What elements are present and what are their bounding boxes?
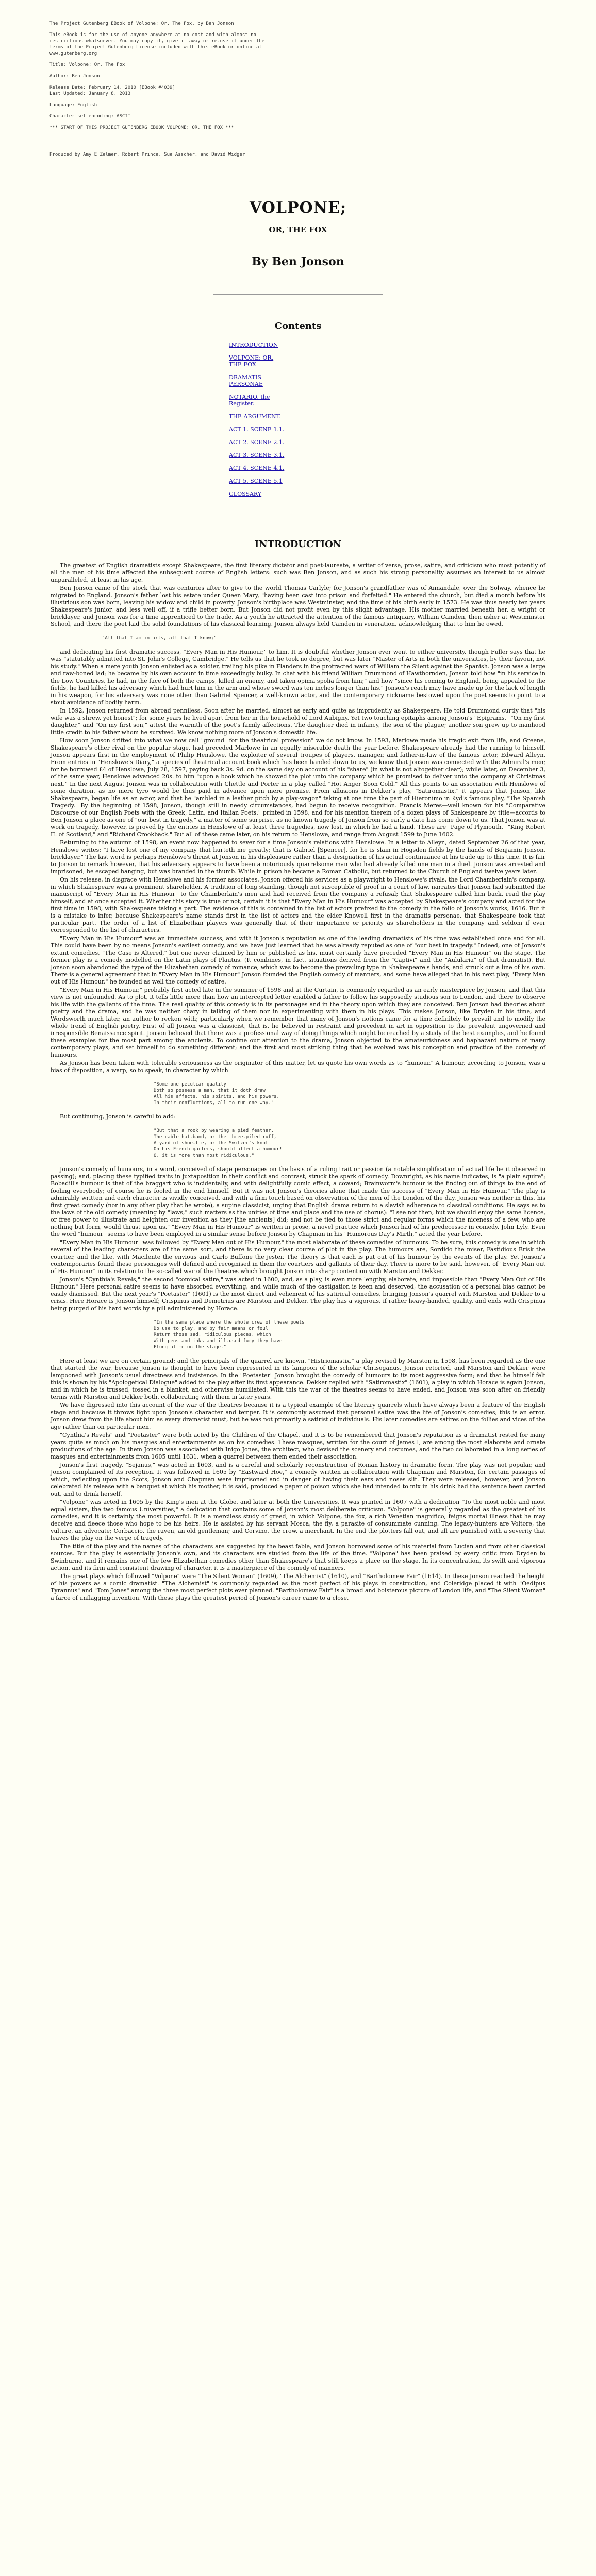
header-start-line: *** START OF THIS PROJECT GUTENBERG EBOOK VOLPONE; OR, THE FOX *** [49, 125, 234, 130]
toc-link-notario[interactable]: NOTARIO, the Register. [229, 394, 270, 407]
paragraph: Jonson's first tragedy, "Sejanus," was acted in 1603, and is a careful and scholarly reconstruction of Roman history in dramatic form. The play was not popular, and Jonson complained of its reception. It was followed in 1605 by "Eastward Hoe," a comedy written in collaboration with Chapman and Marston, for certain passages of which, reflecting upon the Scots, Jonson and Chapman were imprisoned and in danger of having their ears and noses slit. They were released, however, and Jonson celebrated his release with a banquet at which his mother, it is said, produced a paper of poison which she had intended to mix in his drink had the sentence been carried out, and to drink herself. [51, 1462, 545, 1497]
header-author-line: Author: Ben Jonson [49, 74, 100, 79]
toc-link-glossary[interactable]: GLOSSARY [229, 490, 262, 497]
paragraph: "Volpone" was acted in 1605 by the King's men at the Globe, and later at both the Universities. It was printed in 1607 with a dedication "To the most noble and most equal sisters, the two famous Universities," a dedication that contains some of Jonson's most deliberate criticism. "Volpone" is generally regarded as the greatest of his comedies, and it is certainly the most powerful. It is a merciless study of greed, in which Volpone, the fox, a rich Venetian magnifico, feigns mortal illness that he may deceive and fleece those who hope to be his heirs. He is assisted by his servant Mosca, the fly, a parasite of consummate cunning. The legacy-hunters are Voltore, the vulture, an advocate; Corbaccio, the raven, an old gentleman; and Corvino, the crow, a merchant. In the end the plotters fall out, and all are punished with a severity that leaves the play on the verge of tragedy. [51, 1499, 545, 1541]
toc-link-act-3[interactable]: ACT 3. SCENE 3.1. [229, 452, 285, 459]
divider [213, 294, 383, 295]
toc-link-act-5[interactable]: ACT 5. SCENE 5.1 [229, 478, 283, 484]
paragraph: But continuing, Jonson is careful to add: [60, 1113, 176, 1120]
header-language-line: Language: English [49, 103, 97, 108]
sub-title: OR, THE FOX [269, 225, 327, 234]
paragraph: and dedicating his first dramatic success, "Every Man in His Humour," to him. It is doubtful whether Jonson ever went to either university, though Fuller says that he was "statutably admitted into St. John's College, Cambridge." He tells us that he took no degree, but was later "Master of Arts in both the universities, by their favour, not his study." When a mere youth Jonson enlisted as a soldier, trailing his pike in Flanders in the protracted wars of William the Silent against the Spanish. Jonson was a large and raw-boned lad; he became by his own account in time exceedingly bulky. In chat with his friend William Drummond of Hawthornden, Jonson told how "in his service in the Low Countries, he had, in the face of both the camps, killed an enemy, and taken opima spolia from him;" and how "since his coming to England, being appealed to the fields, he had killed his adversary which had hurt him in the arm and whose sword was ten inches longer than his." Jonson's reach may have made up for the lack of length in his weapon, for his adversary was none other than Gabriel Spencer, a well-known actor, and the contemporary nickname bestowed upon the poet seems to point to a stout avoidance of bodily harm. [51, 649, 545, 706]
paragraph: The title of the play and the names of the characters are suggested by the beast fable, and Jonson borrowed some of his material from Lucian and from other classical sources. But the play is essentially Jonson's own, and its characters are studied from the life of the time. "Volpone" has been praised by every critic from Dryden to Swinburne, and it remains one of the few Elizabethan comedies other than Shakespeare's that still keeps a place on the stage. In its concentration, its swift and vigorous action, and its firm and consistent drawing of character, it is a masterpiece of the comedy of manners. [51, 1543, 545, 1571]
paragraph: Jonson's comedy of humours, in a word, conceived of stage personages on the basis of a ruling trait or passion (a notable simplification of actual life be it observed in passing); and, placing these typified traits in juxtaposition in their conflict and contrast, struck the spark of comedy. Downright, as his name indicates, is "a plain squire"; Bobadill's humour is that of the braggart who is incidentally, and with delightfully comic effect, a coward; Brainworm's humour is the finding out of things to the end of fooling everybody; of course he is fooled in the end himself. But it was not Jonson's theories alone that made the success of "Every Man in His Humour." The play is admirably written and each character is vividly conceived, and with a firm touch based on observation of the men of the London of the day. Jonson was neither in this, his first great comedy (nor in any other play that he wrote), a supine classicist, urging that English drama return to a slavish adherence to classical conditions. He says as to the laws of the old comedy (meaning by "laws," such matters as the unities of time and place and the use of chorus): "I see not then, but we should enjoy the same licence, or free power to illustrate and heighten our invention as they [the ancients] did; and not be tied to those strict and regular forms which the niceness of a few, who are nothing but form, would thrust upon us." "Every Man in His Humour" is written in prose, a novel practice which Jonson had of his predecessor in comedy, John Lyly. Even the word "humour" seems to have been employed in a similar sense before Jonson by Chapman in his "Humorous Day's Mirth," acted the year before. [51, 1166, 545, 1238]
toc-list [229, 342, 286, 497]
header-encoding-line: Character set encoding: ASCII [49, 114, 131, 119]
paragraph: "Every Man in His Humour," probably first acted late in the summer of 1598 and at the Curtain, is commonly regarded as an early masterpiece by Jonson, and that this view is not unfounded. As to plot, it tells little more than how an intercepted letter enabled a father to follow his supposedly studious son to London, and there to observe his life with the gallants of the time. The real quality of this comedy is in its personages and in the theory upon which they are conceived. Ben Jonson had theories about poetry and the drama, and he was neither chary in talking of them nor in experimenting with them in his plays. This makes Jonson, like Dryden in his time, and Wordsworth much later, an author to reckon with; particularly when we remember that many of Jonson's notions came for a time definitely to prevail and to modify the whole trend of English poetry. First of all Jonson was a classicist, that is, he believed in restraint and precedent in art in opposition to the prevalent ungoverned and irresponsible Renaissance spirit. Jonson believed that there was a professional way of doing things which might be reached by a study of the best examples, and he found these examples for the most part among the ancients. To confine our attention to the drama, Jonson objected to the amateurishness and haphazard nature of many contemporary plays, and set himself to do something different; and the first and most striking thing that he evolved was his conception and practice of the comedy of humours. [51, 987, 545, 1058]
header-updated-line: Last Updated: January 8, 2013 [49, 91, 131, 96]
paragraph: "Every Man in His Humour" was an immediate success, and with it Jonson's reputation as one of the leading dramatists of his time was established once and for all. This could have been by no means Jonson's earliest comedy, and we have just learned that he was already reputed as one of "our best in tragedy." Indeed, one of Jonson's extant comedies, "The Case is Altered," but one never claimed by him or published as his, must certainly have preceded "Every Man in His Humour" on the stage. The former play is a comedy modelled on the Latin plays of Plautus. (It combines, in fact, situations derived from the "Captivi" and the "Aulularia" of that dramatist). But Jonson soon abandoned the type of the Elizabethan comedy of romance, which was to become the prevailing type in Shakespeare's hands, and struck out a line of his own. There is a general agreement that in "Every Man in His Humour" Jonson founded the English comedy of manners, and some have alleged that in his next play, "Every Man out of His Humour," he founded as well the comedy of satire. [51, 935, 545, 985]
paragraph: We have digressed into this account of the war of the theatres because it is a typical example of the literary quarrels which have always been a feature of the English stage and because it throws light upon Jonson's character and temper. It is commonly assumed that personal satire was the life of Jonson's comedies; this is an error. Jonson drew from the life about him as every dramatist must, but he was not primarily a satirist of individuals. His later comedies are satires on the follies and vices of the age rather than on particular men. [51, 1402, 545, 1430]
paragraph: How soon Jonson drifted into what we now call "ground" for the theatrical profession" we do not know. In 1593, Marlowe made his tragic exit from life, and Greene, Shakespeare's other rival on the popular stage, had preceded Marlowe in an equally miserable death the year before. Shakespeare already had the running to himself. Jonson appears first in the employment of Philip Henslowe, the exploiter of several troupes of players, manager, and father-in-law of the famous actor, Edward Alleyn. From entries in "Henslowe's Diary," a species of theatrical account book which has been handed down to us, we know that Jonson was connected with the Admiral's men; for he borrowed £4 of Henslowe, July 28, 1597, paying back 3s. 9d. on the same day on account of his "share" (in what is not altogether clear); while later, on December 3, of the same year, Henslowe advanced 20s. to him "upon a book which he showed the plot unto the company which he promised to deliver unto the company at Christmas next." In the next August Jonson was in collaboration with Chettle and Porter in a play called "Hot Anger Soon Cold." All this points to an association with Henslowe of some duration, as no mere tyro would be thus paid in advance upon mere promise. From allusions in Dekker's play, "Satiromastix," it appears that Jonson, like Shakespeare, began life as an actor, and that he "ambled in a leather pitch by a play-wagon" taking at one time the part of Hieronimo in Kyd's famous play, "The Spanish Tragedy." By the beginning of 1598, Jonson, though still in needy circumstances, had begun to receive recognition. Francis Meres—well known for his "Comparative Discourse of our English Poets with the Greek, Latin, and Italian Poets," printed in 1598, and for his mention therein of a dozen plays of Shakespeare by title—accords to Ben Jonson a place as one of "our best in tragedy," a matter of some surprise, as no known tragedy of Jonson from so early a date has come down to us. That Jonson was at work on tragedy, however, is proved by the entries in Henslowe of at least three tragedies, now lost, in which he had a hand. These are "Page of Plymouth," "King Robert II. of Scotland," and "Richard Crookback." But all of these came later, on his return to Henslowe, and range from August 1599 to June 1602. [51, 737, 545, 838]
header-license: This eBook is for the use of anyone anywhere at no cost and with almost no restrictions whatsoever. You may copy it, give it away or re-use it under the terms of the Project Gutenberg License included with this eBook or online at www.gutenberg.org [49, 32, 265, 56]
contents-heading: Contents [274, 320, 322, 331]
table-of-contents [0, 320, 596, 497]
toc-link-volpone[interactable]: VOLPONE; OR, THE FOX [229, 354, 274, 368]
header-line: The Project Gutenberg EBook of Volpone; Or, The Fox, by Ben Jonson [49, 21, 234, 26]
paragraph: Ben Jonson came of the stock that was centuries after to give to the world Thomas Carlyle; for Jonson's grandfather was of Annandale, over the Solway, whence he migrated to England. Jonson's father lost his estate under Queen Mary, "having been cast into prison and forfeited." He entered the church, but died a month before his illustrious son was born, leaving his widow and child in poverty. Jonson's birthplace was Westminster, and the time of his birth early in 1573. He was thus nearly ten years Shakespeare's junior, and less well off, if a trifle better born. But Jonson did not profit even by this slight advantage. His mother married beneath her, a wright or bricklayer, and Jonson was for a time apprenticed to the trade. As a youth he attracted the attention of the famous antiquary, William Camden, then usher at Westminster School, and there the poet laid the solid foundations of his classical learning. Jonson always held Camden in veneration, acknowledging that to him he owed, [51, 585, 545, 628]
paragraph: The great plays which followed "Volpone" were "The Silent Woman" (1609), "The Alchemist" (1610), and "Bartholomew Fair" (1614). In these Jonson reached the height of his powers as a comic dramatist. "The Alchemist" is commonly regarded as the most perfect of his plays in construction, and Coleridge placed it with "Oedipus Tyrannus" and "Tom Jones" among the three most perfect plots ever planned. "Bartholomew Fair" is a broad and boisterous picture of London life, and "The Silent Woman" a farce of unflagging invention. With these plays the greatest period of Jonson's career came to a close. [51, 1573, 545, 1601]
toc-link-act-2[interactable]: ACT 2. SCENE 2.1. [229, 439, 285, 446]
paragraph: As Jonson has been taken with tolerable seriousness as the originator of this matter, let us quote his own words as to "humour." A humour, according to Jonson, was a bias of disposition, a warp, so to speak, in character by which [51, 1060, 545, 1074]
block-quote: "All that I am in arts, all that I know;" [102, 636, 217, 641]
paragraph: Here at least we are on certain ground; and the principals of the quarrel are known. "Histriomastix," a play revised by Marston in 1598, has been regarded as the one that started the war, because Jonson is thought to have been represented in its lampoon of the scholar Chrisoganus. Jonson retorted, and Marston and Dekker were lampooned with Jonson's usual directness and insistence. In the "Poetaster" Jonson brought the comedy of humours to its most aggressive form; and that he himself felt this is shown by his "Apologetical Dialogue" added to the play after its first appearance. Dekker replied with "Satiromastix" (1601), a play in which Horace is again Jonson, and in which he is trussed, tossed in a blanket, and otherwise humiliated. With this the war of the theatres seems to have ended, and Jonson was soon after on friendly terms with Marston and Dekker both, collaborating with them in later years. [51, 1358, 545, 1400]
toc-link-introduction[interactable]: INTRODUCTION [229, 342, 278, 348]
header-produced-line: Produced by Amy E Zelmer, Robert Prince, Sue Asscher, and David Widger [49, 152, 245, 157]
paragraph: In 1592, Jonson returned from abroad penniless. Soon after he married, almost as early and quite as imprudently as Shakespeare. He told Drummond curtly that "his wife was a shrew, yet honest"; for some years he lived apart from her in the household of Lord Aubigny. Yet two touching epitaphs among Jonson's "Epigrams," "On my first daughter," and "On my first son," attest the warmth of the poet's family affections. The daughter died in infancy, the son of the plague; another son grew up to manhood little credit to his father whom he survived. We know nothing more of Jonson's domestic life. [51, 707, 546, 736]
paragraph: The greatest of English dramatists except Shakespeare, the first literary dictator and poet-laureate, a writer of verse, prose, satire, and criticism who most potently of all the men of his time affected the subsequent course of English letters: such was Ben Jonson, and as such his strong personality assumes an interest to us almost unparalleled, at least in his age. [51, 562, 545, 583]
paragraph: Returning to the autumn of 1598, an event now happened to sever for a time Jonson's relations with Henslowe. In a letter to Alleyn, dated September 26 of that year, Henslowe writes: "I have lost one of my company that hurteth me greatly; that is Gabriel [Spencer], for he is slain in Hogsden fields by the hands of Benjamin Jonson, bricklayer." The last word is perhaps Henslowe's thrust at Jonson in his displeasure rather than a designation of his actual continuance at his trade up to this time. It is fair to Jonson to remark however, that his adversary appears to have been a notoriously quarrelsome man who had already killed one man in a duel. Jonson was arrested and imprisoned; he escaped hanging, but was branded in the thumb. While in prison he became a Roman Catholic, but returned to the Church of England twelve years later. [51, 839, 545, 875]
header-release-line: Release Date: February 14, 2010 [EBook #4039] [49, 85, 175, 90]
author-name: By Ben Jonson [252, 255, 344, 268]
introduction-body [51, 562, 545, 1602]
paragraph: Jonson's "Cynthia's Revels," the second "comical satire," was acted in 1600, and, as a play, is even more lengthy, elaborate, and impossible than "Every Man Out of His Humour." Here personal satire seems to have absorbed everything, and while much of the castigation is keen and deserved, the accusation of a personal bias cannot be easily dismissed. But the next year's "Poetaster" (1601) is the most direct and vehement of his satirical comedies, bringing Jonson's quarrel with Marston and Dekker to a crisis. Here Horace is Jonson himself; Crispinus and Demetrius are Marston and Dekker. The play has a vigorous, if rather heavy-handed, quality, and ends with Crispinus being purged of his hard words by a pill administered by Horace. [51, 1276, 545, 1312]
toc-link-act-4[interactable]: ACT 4. SCENE 4.1. [229, 465, 285, 471]
header-title-line: Title: Volpone; Or, The Fox [49, 62, 125, 67]
block-quote: "Some one peculiar quality Doth so possess a man, that it doth draw All his affects, his spirits, and his powers, In their confluctions, all to run one way." [154, 1082, 279, 1106]
toc-link-argument[interactable]: THE ARGUMENT. [229, 413, 281, 420]
toc-link-act-1[interactable]: ACT 1. SCENE 1.1. [229, 426, 285, 433]
paragraph: On his release, in disgrace with Henslowe and his former associates, Jonson offered his services as a playwright to Henslowe's rivals, the Lord Chamberlain's company, in which Shakespeare was a prominent shareholder. A tradition of long standing, though not susceptible of proof in a court of law, narrates that Jonson had submitted the manuscript of "Every Man in His Humour" to the Chamberlain's men and had received from the company a refusal; that Shakespeare called him back, read the play himself, and at once accepted it. Whether this story is true or not, certain it is that "Every Man in His Humour" was accepted by Shakespeare's company and acted for the first time in 1598, with Shakespeare taking a part. The evidence of this is contained in the list of actors prefixed to the comedy in the folio of Jonson's works, 1616. But it is a mistake to infer, because Shakespeare's name stands first in the list of actors and the elder Knowell first in the dramatis personae, that Shakespeare took that particular part. The order of a list of Elizabethan players was generally that of their importance or priority as shareholders in the company and seldom if ever corresponded to the list of characters. [51, 876, 545, 934]
block-quote: "But that a rook by wearing a pied feather, The cable hat-band, or the three-piled ruff, A yard of shoe-tie, or the Switzer's knot On his French garters, should affect a humour! O, it is more than most ridiculous." [154, 1128, 283, 1158]
gutenberg-header [0, 0, 596, 158]
title-block [0, 199, 596, 268]
main-title: VOLPONE; [249, 199, 347, 217]
paragraph: "Cynthia's Revels" and "Poetaster" were both acted by the Children of the Chapel, and it is to be remembered that Jonson's reputation as a dramatist rested for many years quite as much on his masques and entertainments as on his comedies. These masques, written for the court of James I, are among the most elaborate and ornate productions of the age. In them Jonson was associated with Inigo Jones, the architect, who devised the scenery and costumes, and the two collaborated in a long series of masques and entertainments from 1605 until 1631, when a quarrel between them ended their association. [51, 1432, 545, 1460]
paragraph: "Every Man in His Humour" was followed by "Every Man out of His Humour," the most elaborate of these comedies of humours. To be sure, this comedy is one in which several of the leading characters are of the same sort, and there is no very clear course of plot in the play. The humours are, Sordido the miser, Fastidious Brisk the courtier, and the like, with Macilente the envious and Carlo Buffone the jester. The theory is that each is put out of his humour by the events of the play. Yet Jonson's contemporaries found these personages well defined and recognised in them the courtiers and gallants of their day. There is more to be said, however, of "Every Man out of His Humour" in its relation to the so-called war of the theatres which brought Jonson into sharp contention with Marston and Dekker. [51, 1239, 545, 1275]
block-quote: "In the same place where the whole crew of these poets Do use to play, and by fair means or foul Return those sad, ridiculous pieces, which With pens and inks and ill-used fury they have Flung at me on the stage." [154, 1320, 305, 1350]
toc-link-dramatis-personae[interactable]: DRAMATIS PERSONAE [229, 374, 263, 387]
introduction-heading: INTRODUCTION [254, 539, 342, 550]
